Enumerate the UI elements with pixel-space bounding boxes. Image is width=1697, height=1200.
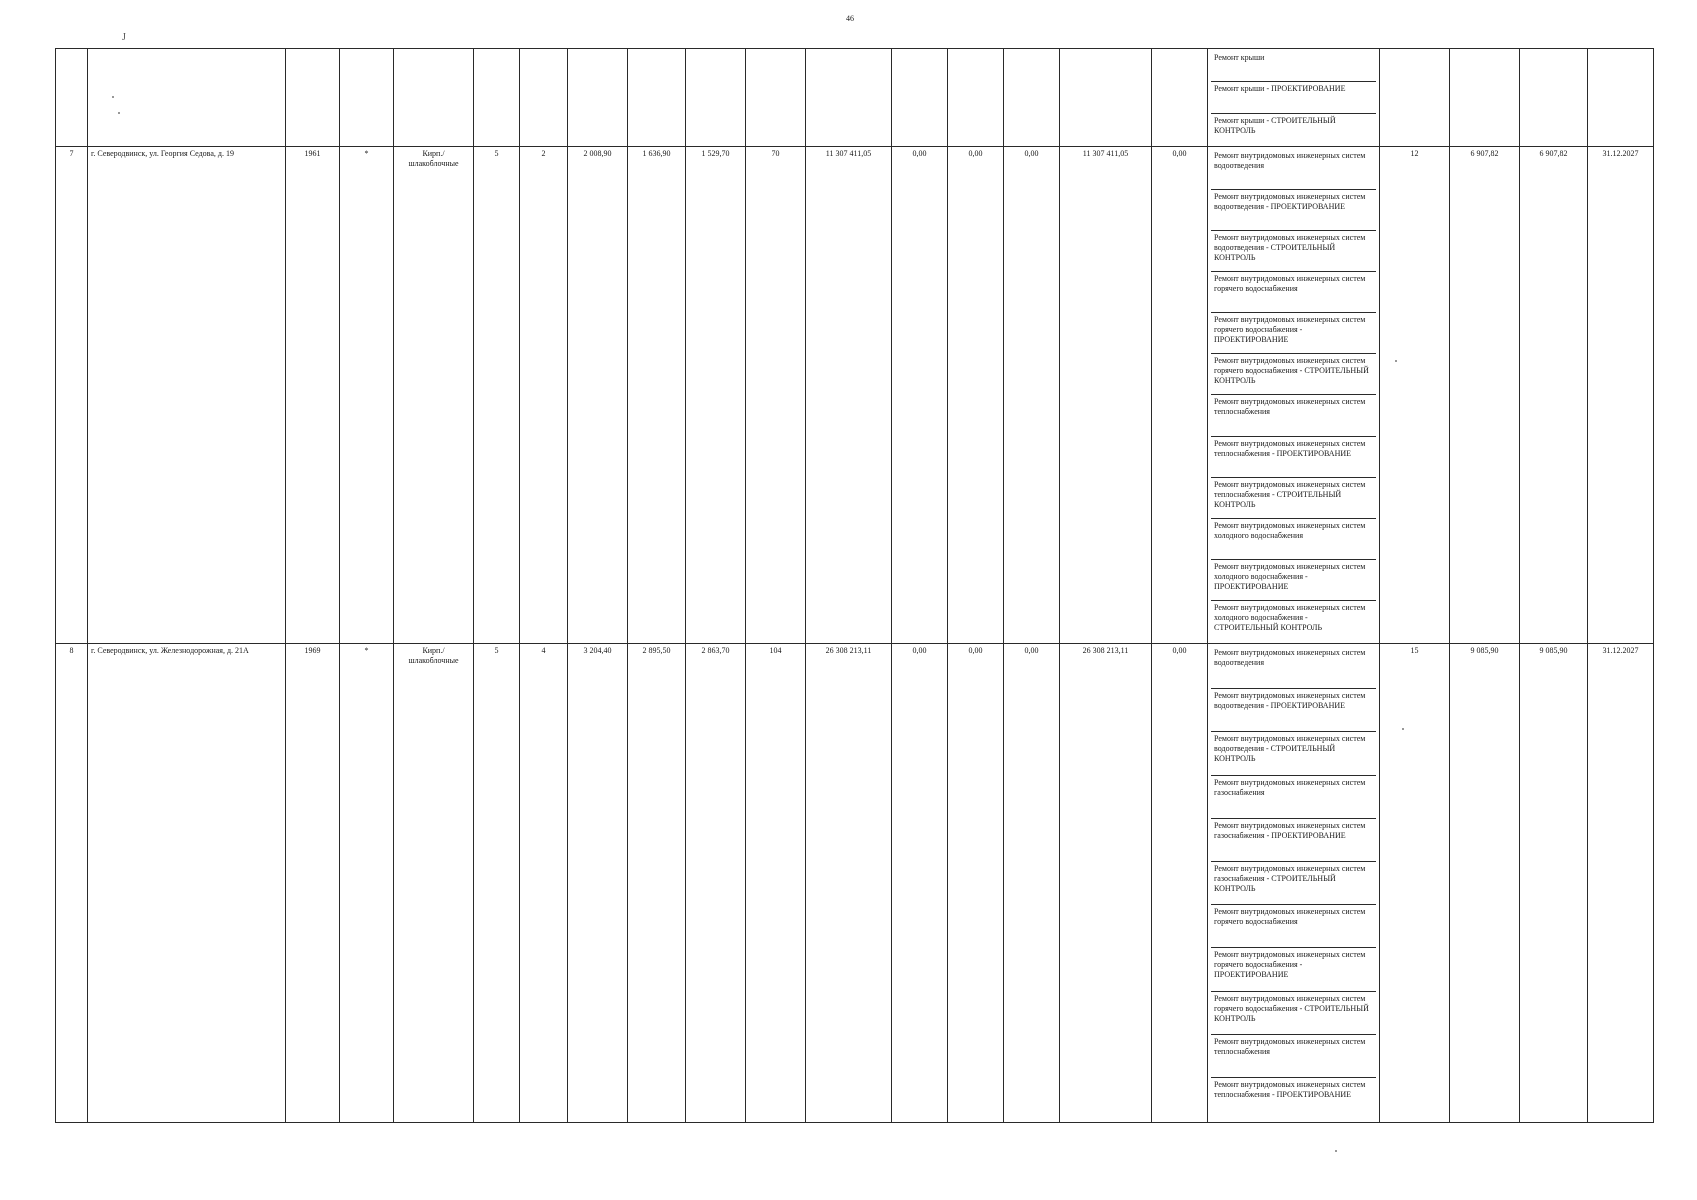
cell-floors: 5: [474, 147, 520, 644]
page-number: 46: [846, 14, 854, 23]
cell-year-renovation: *: [340, 644, 394, 1123]
cell-cost-fund: 0,00: [892, 147, 948, 644]
scan-speck: [118, 112, 120, 114]
cell-cost-budget: [948, 49, 1004, 147]
list-item: Ремонт внутридомовых инженерных систем горячего водоснабжения: [1211, 905, 1376, 948]
cell-wall-material: [394, 49, 474, 147]
table-row: [56, 49, 1654, 147]
cell-cost-other: 0,00: [1152, 147, 1208, 644]
cell-works: [1208, 147, 1380, 644]
cell-residents: [746, 49, 806, 147]
cell-area-living: 1 529,70: [686, 147, 746, 644]
cell-area-premises: [628, 49, 686, 147]
register-body: [56, 49, 1654, 1123]
cell-area-total: 2 008,90: [568, 147, 628, 644]
cell-cost-total: 26 308 213,11: [806, 644, 892, 1123]
list-item: Ремонт внутридомовых инженерных систем горячего водоснабжения - ПРОЕКТИРОВАНИЕ: [1211, 948, 1376, 991]
repair-register-table: [55, 48, 1654, 1123]
cell-floors: [474, 49, 520, 147]
cell-unit-cost-actual: 6 907,82: [1450, 147, 1520, 644]
cell-year-built: [286, 49, 340, 147]
list-item: Ремонт внутридомовых инженерных систем теплоснабжения - СТРОИТЕЛЬНЫЙ КОНТРОЛЬ: [1211, 478, 1376, 519]
cell-unit-cost-max: 9 085,90: [1520, 644, 1588, 1123]
cell-cost-local: [1004, 49, 1060, 147]
cell-cost-total: 11 307 411,05: [806, 147, 892, 644]
list-item: Ремонт внутридомовых инженерных систем холодного водоснабжения - ПРОЕКТИРОВАНИЕ: [1211, 560, 1376, 601]
scan-speck: [1395, 360, 1397, 362]
cell-wall-material: Кирп./ шлакоблочные: [394, 644, 474, 1123]
list-item: Ремонт внутридомовых инженерных систем теплоснабжения: [1211, 395, 1376, 436]
list-item: Ремонт внутридомовых инженерных систем газоснабжения: [1211, 776, 1376, 819]
cell-cost-local: 0,00: [1004, 644, 1060, 1123]
cell-area-living: 2 863,70: [686, 644, 746, 1123]
list-item: Ремонт крыши: [1211, 51, 1376, 82]
cell-deadline: 31.12.2027: [1588, 147, 1654, 644]
cell-cost-other: [1152, 49, 1208, 147]
list-item: Ремонт внутридомовых инженерных систем водоотведения - СТРОИТЕЛЬНЫЙ КОНТРОЛЬ: [1211, 231, 1376, 272]
cell-residents: 70: [746, 147, 806, 644]
cell-address: г. Северодвинск, ул. Железнодорожная, д. 21А: [88, 644, 286, 1123]
margin-mark: J: [122, 32, 126, 43]
cell-address: [88, 49, 286, 147]
cell-unit-cost-actual: 9 085,90: [1450, 644, 1520, 1123]
cell-row-number: 7: [56, 147, 88, 644]
table-row: [56, 147, 1654, 644]
cell-residents: 104: [746, 644, 806, 1123]
cell-address: г. Северодвинск, ул. Георгия Седова, д. 19: [88, 147, 286, 644]
cell-cost-owners: 11 307 411,05: [1060, 147, 1152, 644]
list-item: Ремонт внутридомовых инженерных систем водоотведения: [1211, 646, 1376, 689]
cell-wall-material: Кирп./ шлакоблочные: [394, 147, 474, 644]
cell-area-total: 3 204,40: [568, 644, 628, 1123]
list-item: Ремонт внутридомовых инженерных систем горячего водоснабжения - ПРОЕКТИРОВАНИЕ: [1211, 313, 1376, 354]
cell-works: [1208, 49, 1380, 147]
list-item: Ремонт внутридомовых инженерных систем водоотведения - ПРОЕКТИРОВАНИЕ: [1211, 689, 1376, 732]
cell-deadline: 31.12.2027: [1588, 644, 1654, 1123]
cell-unit-cost-index: 12: [1380, 147, 1450, 644]
cell-year-built: 1961: [286, 147, 340, 644]
cell-year-renovation: *: [340, 147, 394, 644]
cell-entrances: [520, 49, 568, 147]
list-item: Ремонт внутридомовых инженерных систем водоотведения: [1211, 149, 1376, 190]
cell-cost-local: 0,00: [1004, 147, 1060, 644]
cell-cost-owners: 26 308 213,11: [1060, 644, 1152, 1123]
cell-area-premises: 2 895,50: [628, 644, 686, 1123]
cell-unit-cost-max: [1520, 49, 1588, 147]
cell-row-number: [56, 49, 88, 147]
cell-cost-budget: 0,00: [948, 644, 1004, 1123]
cell-entrances: 2: [520, 147, 568, 644]
scan-speck: [1402, 728, 1404, 730]
list-item: Ремонт внутридомовых инженерных систем холодного водоснабжения - СТРОИТЕЛЬНЫЙ КОНТРОЛЬ: [1214, 602, 1366, 632]
list-item: Ремонт внутридомовых инженерных систем газоснабжения - СТРОИТЕЛЬНЫЙ КОНТРОЛЬ: [1211, 862, 1376, 905]
cell-unit-cost-index: [1380, 49, 1450, 147]
cell-cost-fund: 0,00: [892, 644, 948, 1123]
list-item: Ремонт внутридомовых инженерных систем водоотведения - ПРОЕКТИРОВАНИЕ: [1211, 190, 1376, 231]
cell-deadline: [1588, 49, 1654, 147]
list-item: Ремонт внутридомовых инженерных систем горячего водоснабжения - СТРОИТЕЛЬНЫЙ КОНТРОЛЬ: [1211, 354, 1376, 395]
cell-area-premises: 1 636,90: [628, 147, 686, 644]
cell-year-renovation: [340, 49, 394, 147]
list-item: Ремонт внутридомовых инженерных систем холодного водоснабжения: [1211, 519, 1376, 560]
cell-unit-cost-max: 6 907,82: [1520, 147, 1588, 644]
cell-unit-cost-index: 15: [1380, 644, 1450, 1123]
scan-speck: [1335, 1150, 1337, 1152]
cell-area-living: [686, 49, 746, 147]
list-item: Ремонт внутридомовых инженерных систем горячего водоснабжения - СТРОИТЕЛЬНЫЙ КОНТРОЛЬ: [1211, 992, 1376, 1035]
table-row: [56, 644, 1654, 1123]
list-item: Ремонт внутридомовых инженерных систем газоснабжения - ПРОЕКТИРОВАНИЕ: [1211, 819, 1376, 862]
cell-floors: 5: [474, 644, 520, 1123]
scan-speck: [112, 96, 114, 98]
works-list: [1211, 51, 1376, 144]
cell-works: [1208, 644, 1380, 1123]
cell-entrances: 4: [520, 644, 568, 1123]
cell-cost-budget: 0,00: [948, 147, 1004, 644]
list-item: Ремонт внутридомовых инженерных систем теплоснабжения: [1211, 1035, 1376, 1078]
cell-cost-other: 0,00: [1152, 644, 1208, 1123]
list-item: Ремонт внутридомовых инженерных систем теплоснабжения - ПРОЕКТИРОВАНИЕ: [1214, 1079, 1366, 1099]
works-list: [1211, 149, 1376, 641]
cell-area-total: [568, 49, 628, 147]
cell-year-built: 1969: [286, 644, 340, 1123]
list-item: Ремонт внутридомовых инженерных систем горячего водоснабжения: [1211, 272, 1376, 313]
works-list: [1211, 646, 1376, 1120]
list-item: Ремонт крыши - СТРОИТЕЛЬНЫЙ КОНТРОЛЬ: [1214, 115, 1336, 135]
list-item: Ремонт внутридомовых инженерных систем теплоснабжения - ПРОЕКТИРОВАНИЕ: [1211, 437, 1376, 478]
list-item: Ремонт крыши - ПРОЕКТИРОВАНИЕ: [1211, 82, 1376, 113]
cell-cost-total: [806, 49, 892, 147]
cell-row-number: 8: [56, 644, 88, 1123]
cell-cost-owners: [1060, 49, 1152, 147]
list-item: Ремонт внутридомовых инженерных систем водоотведения - СТРОИТЕЛЬНЫЙ КОНТРОЛЬ: [1211, 732, 1376, 775]
cell-unit-cost-actual: [1450, 49, 1520, 147]
cell-cost-fund: [892, 49, 948, 147]
